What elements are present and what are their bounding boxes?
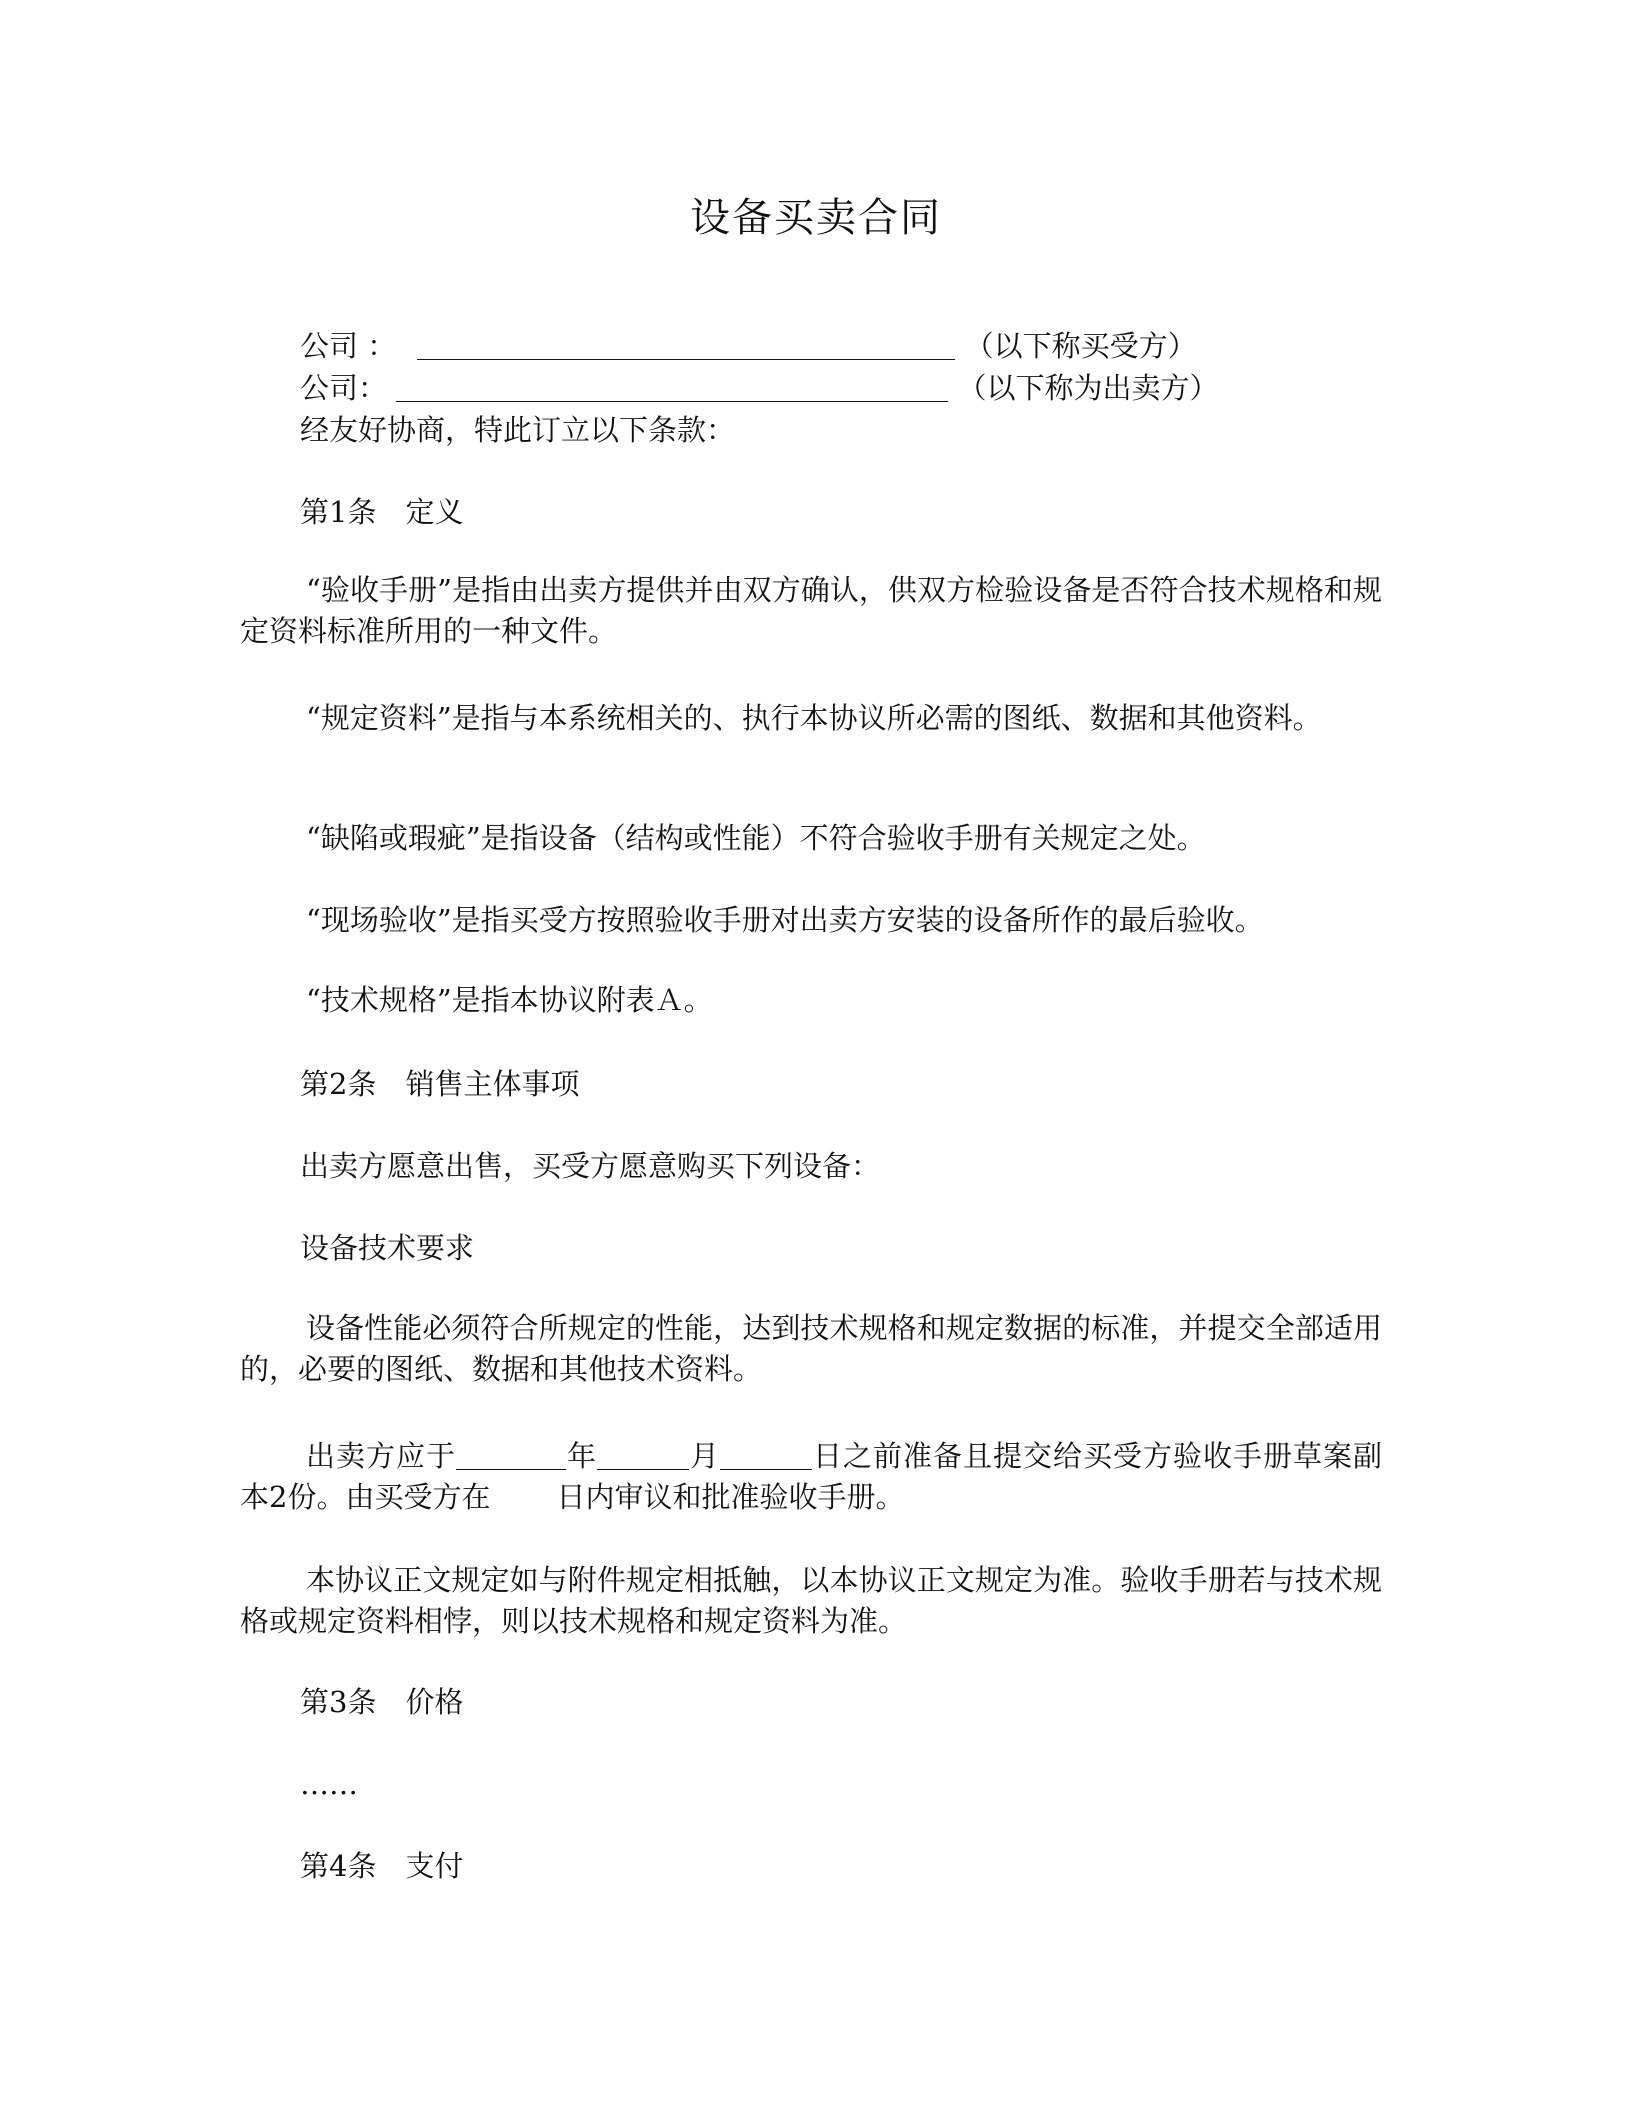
seller-name-blank[interactable] xyxy=(396,371,948,402)
review-suffix: 日内审议和批准验收手册。 xyxy=(556,1480,905,1514)
definition-acceptance-manual: “验收手册”是指由出卖方提供并由双方确认，供双方检验设备是否符合技术规格和规定资料标准所用的一种文件。 xyxy=(240,573,1382,648)
equipment-requirements-heading: 设备技术要求 xyxy=(300,1231,475,1265)
buyer-prefix: 公司 ： xyxy=(300,329,397,363)
month-blank[interactable] xyxy=(597,1439,689,1470)
buyer-name-blank[interactable] xyxy=(417,329,955,360)
article-2-heading: 第2条 销售主体事项 xyxy=(300,1067,580,1101)
equipment-performance-paragraph: 设备性能必须符合所规定的性能，达到技术规格和规定数据的标准，并提交全部适用的，必要的图纸、数据和其他技术资料。 xyxy=(240,1311,1382,1386)
article-3-ellipsis: …… xyxy=(300,1767,358,1801)
definition-specified-materials: “规定资料”是指与本系统相关的、执行本协议所必需的图纸、数据和其他资料。 xyxy=(306,701,1322,735)
definition-site-acceptance: “现场验收”是指买受方按照验收手册对出卖方安装的设备所作的最后验收。 xyxy=(306,903,1264,937)
year-label: 年 xyxy=(566,1439,597,1473)
article-4-heading: 第4条 支付 xyxy=(300,1849,464,1883)
article-1-heading: 第1条 定义 xyxy=(300,495,464,529)
seller-suffix: （以下称为出卖方） xyxy=(957,371,1219,405)
precedence-paragraph: 本协议正文规定如与附件规定相抵触，以本协议正文规定为准。验收手册若与技术规格或规定资料相悖，则以技术规格和规定资料为准。 xyxy=(240,1563,1382,1638)
page-title: 设备买卖合同 xyxy=(690,195,942,241)
delivery-deadline-paragraph xyxy=(240,1436,1382,1518)
intro-text: 经友好协商，特此订立以下条款： xyxy=(300,413,736,447)
month-label: 月 xyxy=(689,1439,720,1473)
seller-prefix: 公司： xyxy=(300,371,388,405)
day-blank[interactable] xyxy=(720,1439,812,1470)
day-and-review-text: 日之前准备且提交给买受方验收手册草案副本2份。由买受方在 xyxy=(240,1439,1382,1514)
article-2-intro: 出卖方愿意出售，买受方愿意购买下列设备： xyxy=(300,1149,881,1183)
deadline-prefix: 出卖方应于 xyxy=(306,1439,456,1473)
definition-technical-specs: “技术规格”是指本协议附表Ａ。 xyxy=(306,983,713,1017)
seller-line xyxy=(300,368,1218,408)
definition-defects: “缺陷或瑕疵”是指设备（结构或性能）不符合验收手册有关规定之处。 xyxy=(306,821,1206,855)
article-3-heading: 第3条 价格 xyxy=(300,1685,464,1719)
buyer-line xyxy=(300,326,1197,366)
year-blank[interactable] xyxy=(456,1439,566,1470)
buyer-suffix: （以下称买受方） xyxy=(964,329,1197,363)
